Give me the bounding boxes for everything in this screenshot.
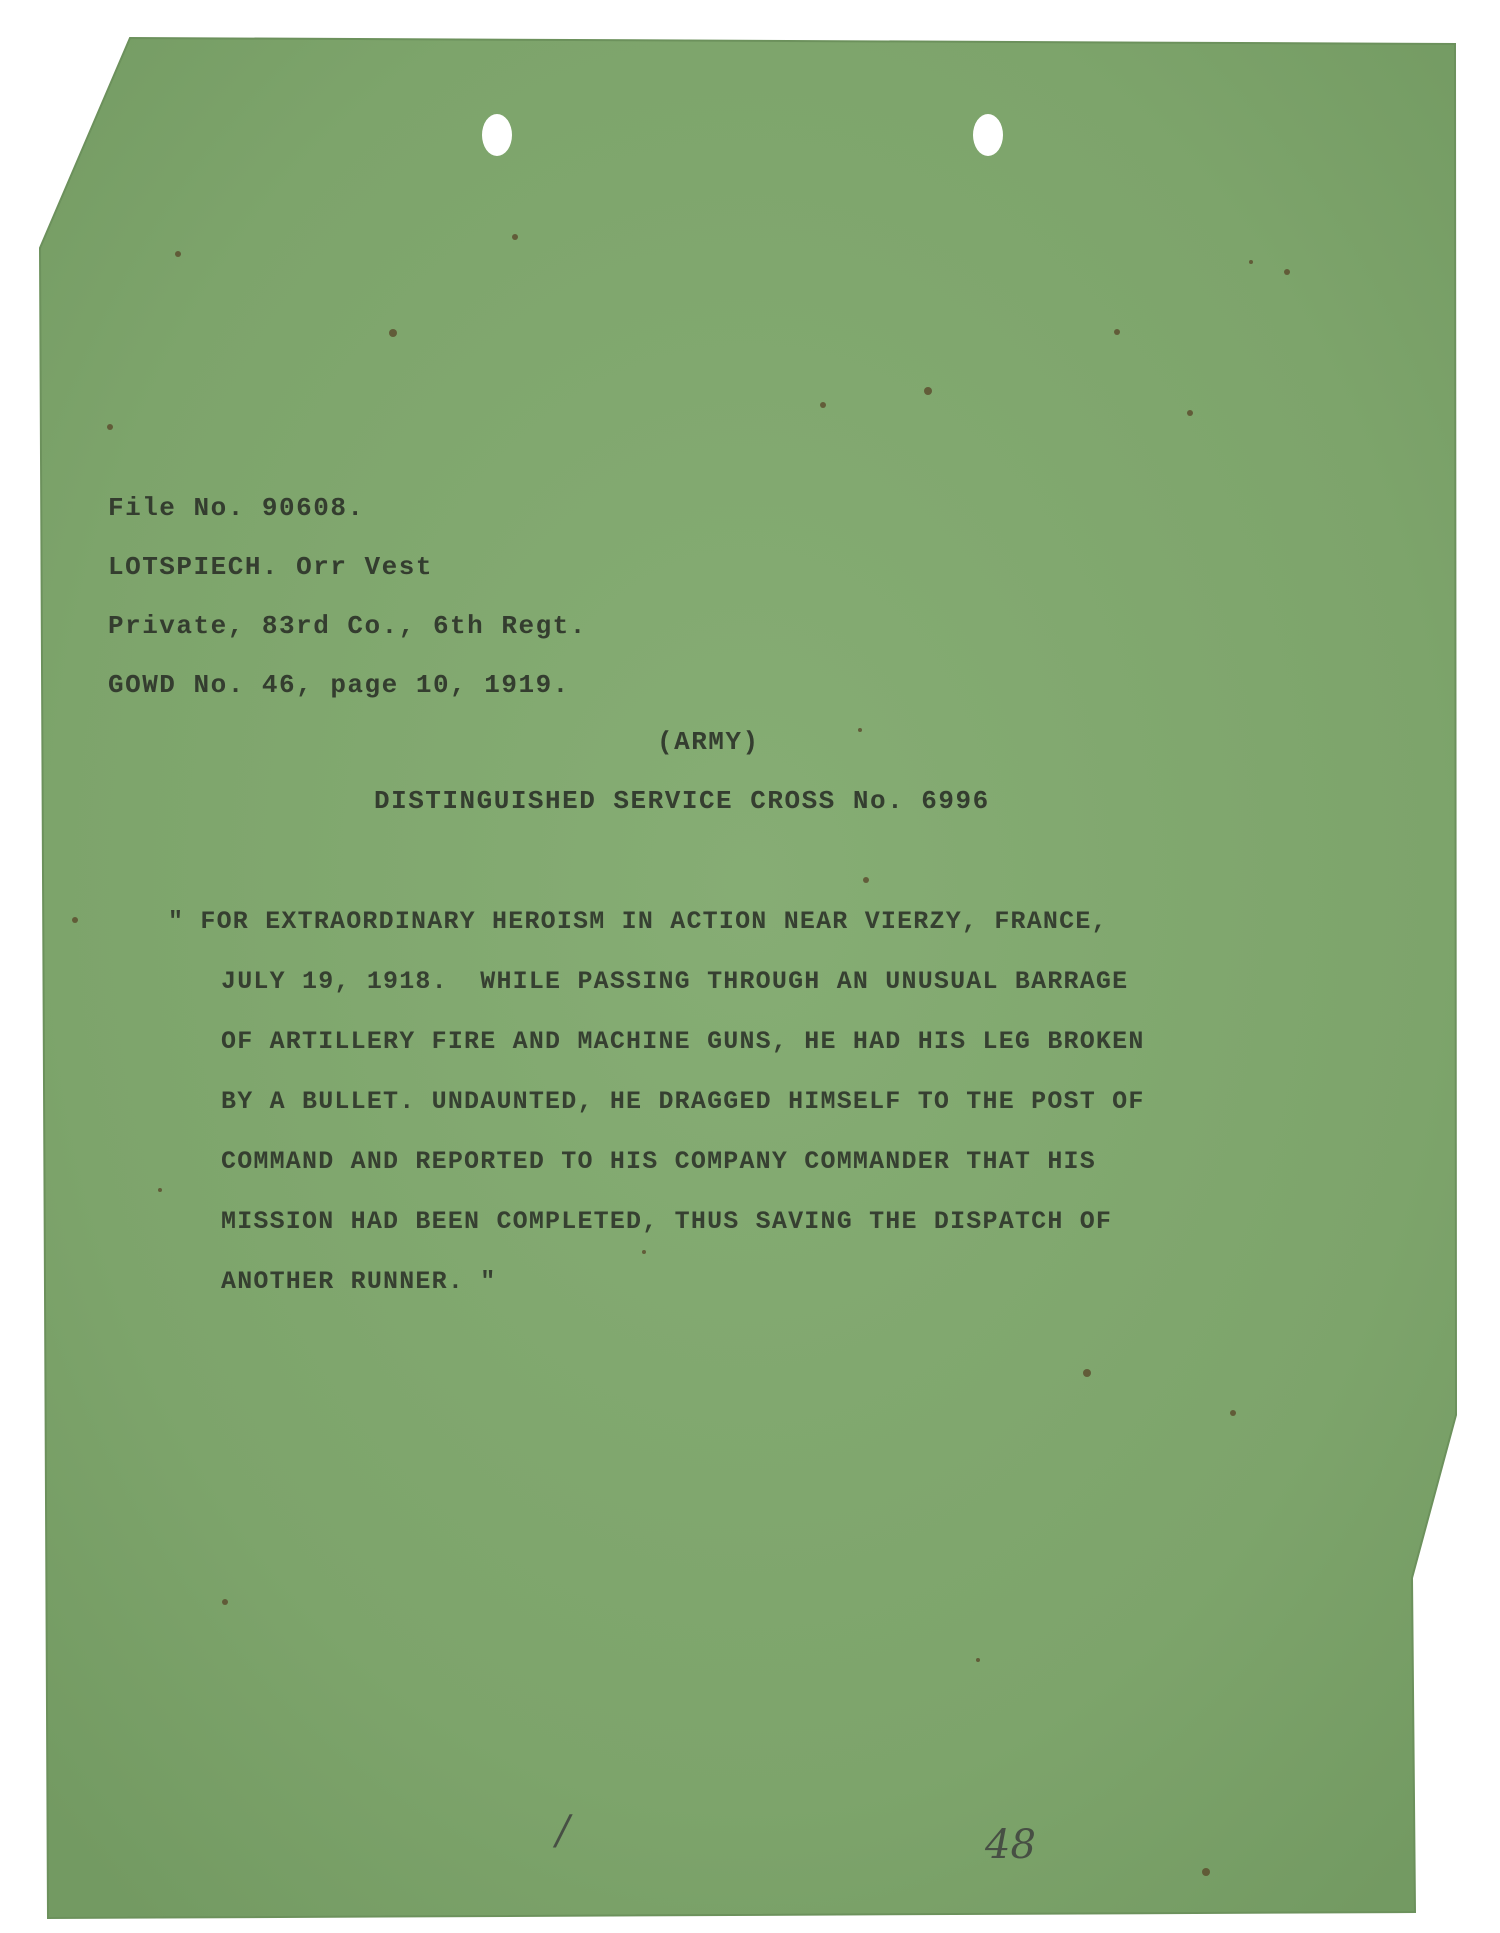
citation-line: MISSION HAD BEEN COMPLETED, THUS SAVING THE DISPATCH OF xyxy=(221,1207,1113,1236)
handwritten-mark-left: / xyxy=(556,1808,570,1854)
citation-line: JULY 19, 1918. WHILE PASSING THROUGH AN UNUSUAL BARRAGE xyxy=(221,967,1129,996)
citation-line: ANOTHER RUNNER. " xyxy=(221,1267,497,1296)
citation-line: " FOR EXTRAORDINARY HEROISM IN ACTION NEAR VIERZY, FRANCE, xyxy=(168,907,1108,936)
file-number: File No. 90608. xyxy=(108,493,365,523)
handwritten-initials: 48 xyxy=(985,1822,1036,1868)
person-name: LOTSPIECH. Orr Vest xyxy=(108,552,433,582)
rank-unit: Private, 83rd Co., 6th Regt. xyxy=(108,611,587,641)
gowd-reference: GOWD No. 46, page 10, 1919. xyxy=(108,670,570,700)
award-title: DISTINGUISHED SERVICE CROSS No. 6996 xyxy=(374,786,990,816)
citation-line: BY A BULLET. UNDAUNTED, HE DRAGGED HIMSELF TO THE POST OF xyxy=(221,1087,1145,1116)
citation-line: COMMAND AND REPORTED TO HIS COMPANY COMMANDER THAT HIS xyxy=(221,1147,1096,1176)
branch-label: (ARMY) xyxy=(657,727,760,757)
citation-line: OF ARTILLERY FIRE AND MACHINE GUNS, HE HAD HIS LEG BROKEN xyxy=(221,1027,1145,1056)
